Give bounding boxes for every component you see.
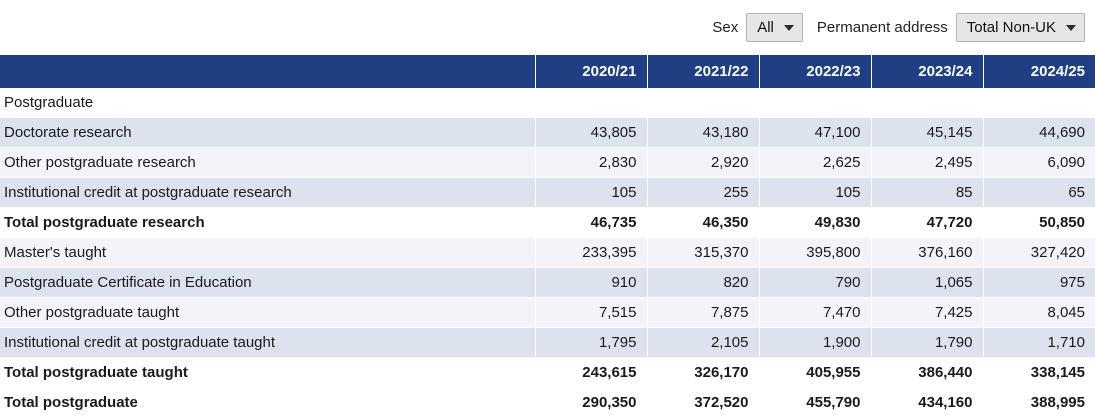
row-value: 372,520	[647, 388, 759, 418]
column-header-2021-22: 2021/22	[647, 55, 759, 88]
column-header-category	[0, 55, 535, 88]
row-value: 50,850	[983, 208, 1095, 238]
row-value: 327,420	[983, 238, 1095, 268]
permanent-address-filter-select[interactable]	[956, 13, 1085, 42]
row-value: 45,145	[871, 118, 983, 148]
chevron-down-icon	[784, 25, 794, 31]
row-value: 6,090	[983, 148, 1095, 178]
table-row	[0, 148, 1095, 178]
row-value: 243,615	[535, 358, 647, 388]
table-row	[0, 328, 1095, 358]
row-value	[535, 88, 647, 118]
row-value: 434,160	[871, 388, 983, 418]
table-row	[0, 358, 1095, 388]
table-header	[0, 55, 1095, 88]
row-value: 910	[535, 268, 647, 298]
row-label: Other postgraduate research	[0, 148, 535, 178]
row-value: 2,495	[871, 148, 983, 178]
row-value: 2,920	[647, 148, 759, 178]
row-value: 1,710	[983, 328, 1095, 358]
row-value: 43,805	[535, 118, 647, 148]
row-value: 2,830	[535, 148, 647, 178]
row-value: 7,470	[759, 298, 871, 328]
row-value: 233,395	[535, 238, 647, 268]
sex-filter-label: Sex	[712, 19, 739, 36]
row-value: 65	[983, 178, 1095, 208]
row-value: 49,830	[759, 208, 871, 238]
row-value: 46,735	[535, 208, 647, 238]
row-value: 820	[647, 268, 759, 298]
permanent-address-filter-group	[817, 13, 1085, 42]
table-row	[0, 238, 1095, 268]
row-value: 395,800	[759, 238, 871, 268]
row-value: 2,105	[647, 328, 759, 358]
row-value	[983, 88, 1095, 118]
row-value: 8,045	[983, 298, 1095, 328]
row-value: 315,370	[647, 238, 759, 268]
row-value: 7,515	[535, 298, 647, 328]
row-value	[759, 88, 871, 118]
row-label: Doctorate research	[0, 118, 535, 148]
table-row	[0, 208, 1095, 238]
row-value: 1,065	[871, 268, 983, 298]
row-label: Institutional credit at postgraduate research	[0, 178, 535, 208]
row-value: 255	[647, 178, 759, 208]
row-label: Total postgraduate research	[0, 208, 535, 238]
sex-filter-select[interactable]	[746, 13, 803, 42]
row-value: 47,100	[759, 118, 871, 148]
row-value: 326,170	[647, 358, 759, 388]
row-value: 7,425	[871, 298, 983, 328]
row-value: 455,790	[759, 388, 871, 418]
row-value: 388,995	[983, 388, 1095, 418]
column-header-2020-21: 2020/21	[535, 55, 647, 88]
permanent-address-filter-value: Total Non-UK	[966, 19, 1056, 36]
column-header-2024-25: 2024/25	[983, 55, 1095, 88]
table-body	[0, 88, 1095, 418]
row-value: 790	[759, 268, 871, 298]
row-value: 44,690	[983, 118, 1095, 148]
column-header-2023-24: 2023/24	[871, 55, 983, 88]
row-label: Institutional credit at postgraduate taught	[0, 328, 535, 358]
row-value: 2,625	[759, 148, 871, 178]
row-label: Total postgraduate taught	[0, 358, 535, 388]
row-value: 47,720	[871, 208, 983, 238]
row-value: 43,180	[647, 118, 759, 148]
table-row	[0, 178, 1095, 208]
row-label: Total postgraduate	[0, 388, 535, 418]
row-label: Postgraduate Certificate in Education	[0, 268, 535, 298]
sex-filter-group	[712, 13, 803, 42]
table-row	[0, 118, 1095, 148]
row-label: Postgraduate	[0, 88, 535, 118]
table-row	[0, 268, 1095, 298]
row-value: 105	[535, 178, 647, 208]
row-value: 290,350	[535, 388, 647, 418]
row-value: 105	[759, 178, 871, 208]
column-header-2022-23: 2022/23	[759, 55, 871, 88]
row-value: 405,955	[759, 358, 871, 388]
row-value: 376,160	[871, 238, 983, 268]
row-value	[871, 88, 983, 118]
permanent-address-filter-label: Permanent address	[816, 19, 948, 36]
row-value: 386,440	[871, 358, 983, 388]
row-value: 1,900	[759, 328, 871, 358]
table-row	[0, 298, 1095, 328]
sex-filter-value: All	[757, 19, 774, 36]
row-value: 85	[871, 178, 983, 208]
table-section-row	[0, 88, 1095, 118]
row-value: 7,875	[647, 298, 759, 328]
table-row	[0, 388, 1095, 418]
chevron-down-icon	[1066, 25, 1076, 31]
filter-controls	[0, 0, 1095, 55]
row-value: 1,790	[871, 328, 983, 358]
student-numbers-table	[0, 55, 1095, 418]
row-value: 975	[983, 268, 1095, 298]
row-value: 338,145	[983, 358, 1095, 388]
row-value: 1,795	[535, 328, 647, 358]
row-label: Other postgraduate taught	[0, 298, 535, 328]
row-value	[647, 88, 759, 118]
table-header-row	[0, 55, 1095, 88]
row-label: Master's taught	[0, 238, 535, 268]
row-value: 46,350	[647, 208, 759, 238]
